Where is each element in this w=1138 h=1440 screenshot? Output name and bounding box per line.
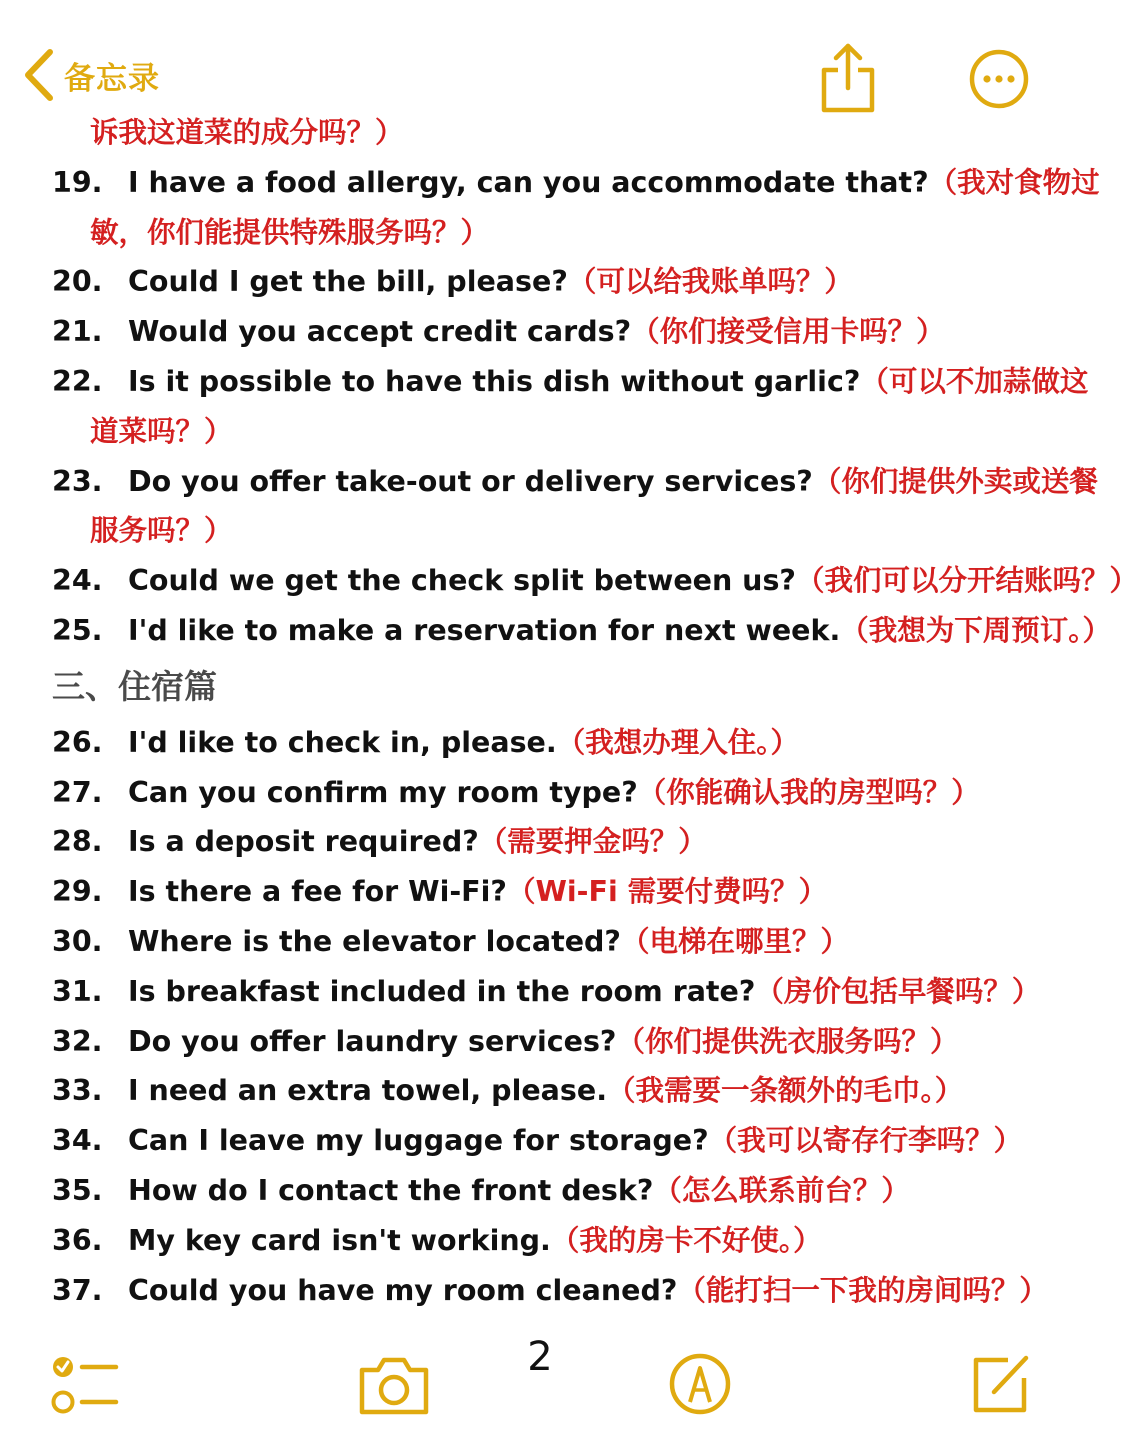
english-phrase: My key card isn't working.（我的房卡不好使。） — [128, 1223, 822, 1257]
english-phrase: I'd like to check in, please.（我想办理入住。） — [128, 725, 799, 759]
item-number: 31. — [52, 974, 103, 1008]
translation-continuation: 道菜吗？） — [90, 414, 233, 448]
list-item — [0, 506, 1080, 556]
english-phrase: Is breakfast included in the room rate?（房价包括早餐吗？） — [128, 974, 1041, 1008]
list-item — [0, 817, 1080, 867]
english-phrase: Can you confirm my room type?（你能确认我的房型吗？） — [128, 775, 980, 809]
share-button[interactable] — [818, 40, 878, 114]
english-phrase: I need an extra towel, please.（我需要一条额外的毛巾。） — [128, 1074, 964, 1108]
pen-tip-icon — [668, 1401, 732, 1420]
english-phrase: Is a deposit required?（需要押金吗？） — [128, 825, 707, 859]
checklist-icon — [50, 1403, 120, 1422]
chinese-translation: （能打扫一下我的房间吗？） — [677, 1273, 1048, 1307]
translation-continuation: 敏，你们能提供特殊服务吗？） — [90, 215, 490, 249]
list-item — [0, 718, 1080, 768]
chinese-translation: （你能确认我的房型吗？） — [637, 775, 980, 809]
chinese-translation: （我对食物过 — [928, 165, 1100, 199]
section-heading: 三、住宿篇 — [52, 666, 217, 706]
chinese-translation: （需要押金吗？） — [478, 825, 707, 859]
english-phrase: Could we get the check split between us?（我们可以分开结账吗？） — [128, 564, 1138, 598]
item-number: 28. — [52, 825, 103, 859]
item-number: 27. — [52, 775, 103, 809]
item-number: 34. — [52, 1124, 103, 1158]
list-item — [0, 1066, 1080, 1116]
chinese-translation: （我需要一条额外的毛巾。） — [607, 1074, 964, 1108]
list-item — [0, 1216, 1080, 1266]
chinese-translation: （电梯在哪里？） — [620, 924, 849, 958]
list-item — [0, 867, 1080, 917]
item-number: 24. — [52, 564, 103, 598]
compose-icon — [968, 1401, 1034, 1420]
chinese-translation: （房价包括早餐吗？） — [755, 974, 1041, 1008]
english-phrase: Could you have my room cleaned?（能打扫一下我的房间吗？） — [128, 1273, 1048, 1307]
list-item — [0, 208, 1080, 258]
more-button[interactable] — [968, 48, 1030, 110]
item-number: 32. — [52, 1024, 103, 1058]
chinese-translation: （可以给我账单吗？） — [567, 265, 853, 299]
list-item — [0, 108, 1080, 158]
english-phrase: How do I contact the front desk?（怎么联系前台？） — [128, 1173, 910, 1207]
list-item — [0, 307, 1080, 357]
compose-button[interactable] — [968, 1350, 1034, 1416]
english-phrase: Is it possible to have this dish without garlic?（可以不加蒜做这 — [128, 364, 1089, 398]
chinese-translation: （我可以寄存行李吗？） — [708, 1124, 1023, 1158]
list-item — [0, 967, 1080, 1017]
list-item — [0, 768, 1080, 818]
english-phrase: Could I get the bill, please?（可以给我账单吗？） — [128, 265, 853, 299]
markup-button[interactable] — [668, 1352, 732, 1416]
bottom-toolbar — [0, 1330, 1080, 1440]
english-phrase: I have a food allergy, can you accommodate that?（我对食物过 — [128, 165, 1100, 199]
item-number: 29. — [52, 875, 103, 909]
english-phrase: I'd like to make a reservation for next week.（我想为下周预订。） — [128, 613, 1112, 647]
back-button[interactable] — [22, 48, 160, 102]
chinese-translation: （你们接受信用卡吗？） — [631, 315, 945, 349]
translation-continuation: 服务吗？） — [90, 514, 233, 548]
chinese-translation: （怎么联系前台？） — [653, 1173, 910, 1207]
back-label: 备忘录 — [64, 60, 160, 97]
chevron-left-icon — [22, 48, 56, 102]
item-number: 19. — [52, 165, 103, 199]
item-number: 22. — [52, 364, 103, 398]
english-phrase: Where is the elevator located?（电梯在哪里？） — [128, 924, 849, 958]
item-number: 37. — [52, 1273, 103, 1307]
chinese-translation: （我的房卡不好使。） — [550, 1223, 822, 1257]
list-item — [0, 917, 1080, 967]
list-item — [0, 606, 1112, 656]
chinese-translation: （Wi-Fi 需要付费吗？） — [506, 875, 828, 909]
english-phrase: Do you offer laundry services?（你们提供洗衣服务吗？） — [128, 1024, 959, 1058]
camera-icon — [356, 1401, 432, 1420]
item-number: 23. — [52, 464, 103, 498]
item-number: 21. — [52, 315, 103, 349]
english-phrase: Can I leave my luggage for storage?（我可以寄存行李吗？） — [128, 1124, 1023, 1158]
chinese-translation: （我想办理入住。） — [556, 725, 799, 759]
list-item — [0, 257, 1080, 307]
chinese-translation: （你们提供外卖或送餐 — [812, 464, 1098, 498]
english-phrase: Is there a fee for Wi-Fi?（Wi-Fi 需要付费吗？） — [128, 875, 828, 909]
list-item — [0, 407, 1080, 457]
note-body[interactable] — [0, 108, 1138, 1315]
list-item — [0, 158, 1100, 208]
list-item — [0, 1116, 1080, 1166]
list-item — [0, 357, 1089, 407]
item-number: 35. — [52, 1173, 103, 1207]
list-item — [0, 1166, 1080, 1216]
item-number: 20. — [52, 265, 103, 299]
list-item — [0, 457, 1098, 507]
chinese-translation: （我们可以分开结账吗？） — [795, 564, 1138, 598]
chinese-translation: （可以不加蒜做这 — [860, 364, 1089, 398]
item-number: 33. — [52, 1074, 103, 1108]
page-number: 2 — [527, 1334, 553, 1380]
english-phrase: Would you accept credit cards?（你们接受信用卡吗？） — [128, 315, 945, 349]
item-number: 26. — [52, 725, 103, 759]
translation-continuation: 诉我这道菜的成分吗？） — [90, 116, 404, 149]
item-number: 25. — [52, 613, 103, 647]
item-number: 30. — [52, 924, 103, 958]
chinese-translation: （你们提供洗衣服务吗？） — [616, 1024, 959, 1058]
list-item — [0, 556, 1138, 606]
item-number: 36. — [52, 1223, 103, 1257]
top-bar — [0, 0, 1080, 110]
list-item — [0, 1266, 1080, 1316]
list-item — [0, 1017, 1080, 1067]
english-phrase: Do you offer take-out or delivery services?（你们提供外卖或送餐 — [128, 464, 1098, 498]
chinese-translation: （我想为下周预订。） — [840, 613, 1112, 647]
